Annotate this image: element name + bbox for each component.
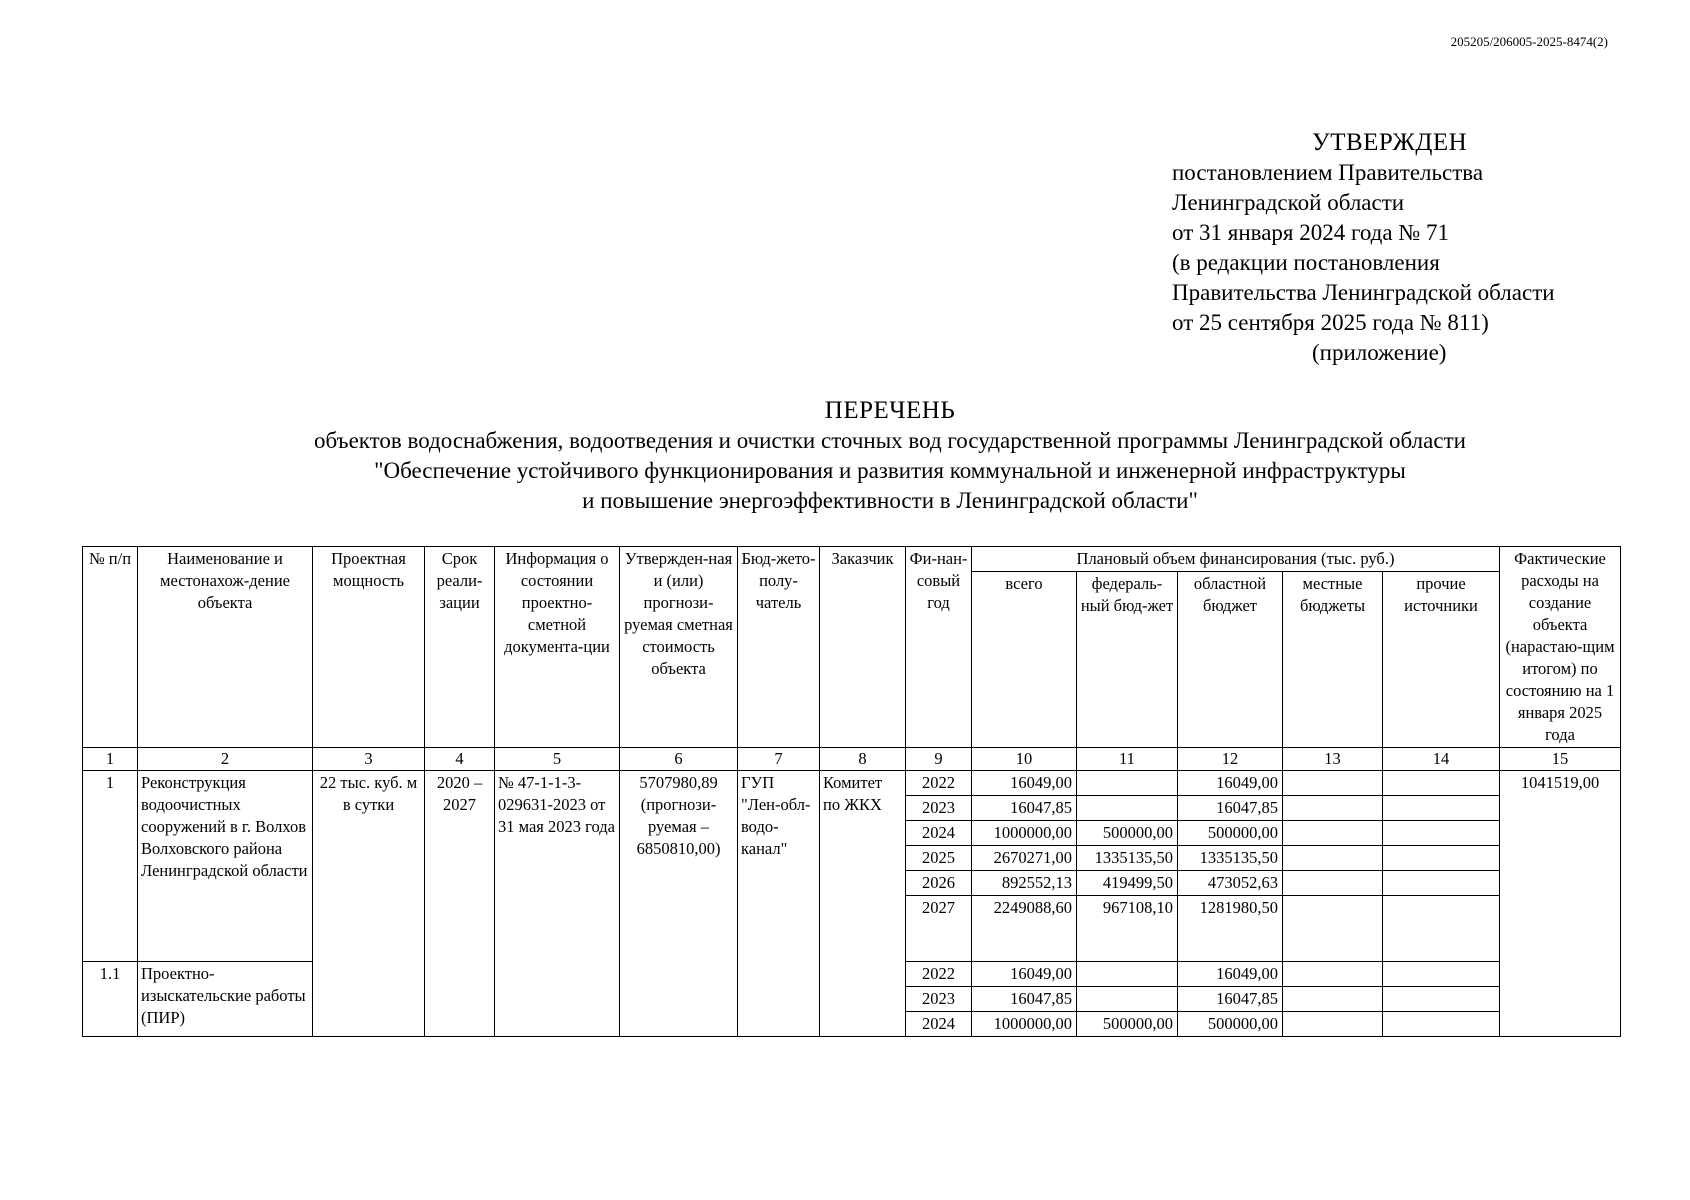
amount-local xyxy=(1283,846,1383,871)
amount-federal xyxy=(1077,796,1178,821)
object-docs-info: № 47-1-1-3-029631-2023 от 31 мая 2023 года xyxy=(495,771,620,1037)
approval-line: от 31 января 2024 года № 71 xyxy=(1172,220,1450,245)
fin-year: 2023 xyxy=(906,987,972,1012)
approval-line: Ленинградской области xyxy=(1172,190,1405,215)
column-number: 8 xyxy=(820,748,906,771)
heading-line: и повышение энергоэффективности в Ленинградской области" xyxy=(582,488,1198,513)
amount-total: 16047,85 xyxy=(972,796,1077,821)
header-total: всего xyxy=(972,572,1077,748)
fin-year: 2022 xyxy=(906,962,972,987)
amount-other xyxy=(1383,896,1500,962)
header-capacity: Проектная мощность xyxy=(313,547,425,748)
header-regional: областной бюджет xyxy=(1178,572,1283,748)
approval-line: постановлением Правительства xyxy=(1172,160,1484,185)
amount-regional: 16047,85 xyxy=(1178,796,1283,821)
header-other: прочие источники xyxy=(1383,572,1500,748)
amount-total: 892552,13 xyxy=(972,871,1077,896)
amount-total: 1000000,00 xyxy=(972,821,1077,846)
column-number: 13 xyxy=(1283,748,1383,771)
header-fin-year: Фи-нан-совый год xyxy=(906,547,972,748)
amount-federal: 1335135,50 xyxy=(1077,846,1178,871)
fin-year: 2026 xyxy=(906,871,972,896)
column-number: 4 xyxy=(425,748,495,771)
column-number: 10 xyxy=(972,748,1077,771)
amount-local xyxy=(1283,796,1383,821)
amount-total: 2670271,00 xyxy=(972,846,1077,871)
amount-federal xyxy=(1077,987,1178,1012)
fin-year: 2024 xyxy=(906,821,972,846)
amount-regional: 500000,00 xyxy=(1178,1012,1283,1037)
amount-total: 16049,00 xyxy=(972,962,1077,987)
object-capacity: 22 тыс. куб. м в сутки xyxy=(313,771,425,1037)
amount-other xyxy=(1383,1012,1500,1037)
amount-regional: 500000,00 xyxy=(1178,821,1283,846)
heading-line: объектов водоснабжения, водоотведения и очистки сточных вод государственной программы Ленинградской области xyxy=(314,428,1466,453)
column-number: 6 xyxy=(620,748,738,771)
amount-federal: 419499,50 xyxy=(1077,871,1178,896)
amount-other xyxy=(1383,796,1500,821)
column-number: 1 xyxy=(83,748,138,771)
header-period: Срок реали-зации xyxy=(425,547,495,748)
header-num: № п/п xyxy=(83,547,138,748)
header-planned-group: Плановый объем финансирования (тыс. руб.) xyxy=(972,547,1500,572)
header-estimate: Утвержден-ная и (или) прогнози-руемая сметная стоимость объекта xyxy=(620,547,738,748)
approval-line: Правительства Ленинградской области xyxy=(1172,280,1555,305)
heading-title: ПЕРЕЧЕНЬ xyxy=(824,397,956,424)
amount-local xyxy=(1283,962,1383,987)
amount-federal xyxy=(1077,962,1178,987)
column-number: 7 xyxy=(738,748,820,771)
column-number: 14 xyxy=(1383,748,1500,771)
objects-table xyxy=(82,546,1621,1037)
sub-name: Проектно-изыскательские работы (ПИР) xyxy=(138,962,313,1037)
amount-federal: 500000,00 xyxy=(1077,1012,1178,1037)
amount-regional: 16047,85 xyxy=(1178,987,1283,1012)
table-header-row xyxy=(83,547,1621,572)
amount-regional: 473052,63 xyxy=(1178,871,1283,896)
header-name: Наименование и местонахож-дение объекта xyxy=(138,547,313,748)
amount-total: 16047,85 xyxy=(972,987,1077,1012)
amount-federal xyxy=(1077,771,1178,796)
header-local: местные бюджеты xyxy=(1283,572,1383,748)
fin-year: 2027 xyxy=(906,896,972,962)
heading-line: "Обеспечение устойчивого функционирования и развития коммунальной и инженерной инфраструктуры xyxy=(374,458,1406,483)
amount-other xyxy=(1383,871,1500,896)
amount-other xyxy=(1383,987,1500,1012)
amount-regional: 16049,00 xyxy=(1178,962,1283,987)
approval-line: (в редакции постановления xyxy=(1172,250,1440,275)
approval-line: от 25 сентября 2025 года № 811) xyxy=(1172,310,1489,335)
object-estimate: 5707980,89 (прогнози-руемая – 6850810,00) xyxy=(620,771,738,1037)
column-number: 5 xyxy=(495,748,620,771)
column-number: 9 xyxy=(906,748,972,771)
amount-regional: 16049,00 xyxy=(1178,771,1283,796)
amount-regional: 1335135,50 xyxy=(1178,846,1283,871)
approval-appendix-label: (приложение) xyxy=(1312,340,1447,365)
fin-year: 2023 xyxy=(906,796,972,821)
amount-other xyxy=(1383,962,1500,987)
object-customer: Комитет по ЖКХ xyxy=(820,771,906,1037)
approval-title: УТВЕРЖДЕН xyxy=(1312,129,1468,156)
amount-local xyxy=(1283,871,1383,896)
object-recipient: ГУП "Лен-обл-водо-канал" xyxy=(738,771,820,1037)
object-period: 2020 – 2027 xyxy=(425,771,495,1037)
amount-local xyxy=(1283,821,1383,846)
column-number-row xyxy=(83,748,1621,771)
object-name: Реконструкция водоочистных сооружений в г. Волхов Волховского района Ленинградской области xyxy=(138,771,313,962)
fin-year: 2025 xyxy=(906,846,972,871)
amount-federal: 500000,00 xyxy=(1077,821,1178,846)
header-actual: Фактические расходы на создание объекта (нарастаю-щим итогом) по состоянию на 1 января 2025 года xyxy=(1500,547,1621,748)
object-num: 1 xyxy=(83,771,138,962)
amount-other xyxy=(1383,846,1500,871)
document-id: 205205/206005-2025-8474(2) xyxy=(1450,34,1608,49)
amount-total: 2249088,60 xyxy=(972,896,1077,962)
amount-local xyxy=(1283,987,1383,1012)
amount-local xyxy=(1283,896,1383,962)
approval-block xyxy=(1172,128,1555,368)
column-number: 12 xyxy=(1178,748,1283,771)
sub-num: 1.1 xyxy=(83,962,138,1037)
fin-year: 2022 xyxy=(906,771,972,796)
header-recipient: Бюд-жето-полу-чатель xyxy=(738,547,820,748)
amount-total: 1000000,00 xyxy=(972,1012,1077,1037)
column-number: 3 xyxy=(313,748,425,771)
amount-local xyxy=(1283,1012,1383,1037)
header-docs-info: Информация о состоянии проектно-сметной документа-ции xyxy=(495,547,620,748)
object-actual-expenses: 1041519,00 xyxy=(1500,771,1621,1037)
amount-total: 16049,00 xyxy=(972,771,1077,796)
amount-federal: 967108,10 xyxy=(1077,896,1178,962)
table-row xyxy=(83,771,1621,796)
amount-other xyxy=(1383,771,1500,796)
header-customer: Заказчик xyxy=(820,547,906,748)
amount-regional: 1281980,50 xyxy=(1178,896,1283,962)
column-number: 2 xyxy=(138,748,313,771)
document-heading xyxy=(0,396,1690,516)
amount-other xyxy=(1383,821,1500,846)
column-number: 15 xyxy=(1500,748,1621,771)
amount-local xyxy=(1283,771,1383,796)
column-number: 11 xyxy=(1077,748,1178,771)
fin-year: 2024 xyxy=(906,1012,972,1037)
header-federal: федераль-ный бюд-жет xyxy=(1077,572,1178,748)
